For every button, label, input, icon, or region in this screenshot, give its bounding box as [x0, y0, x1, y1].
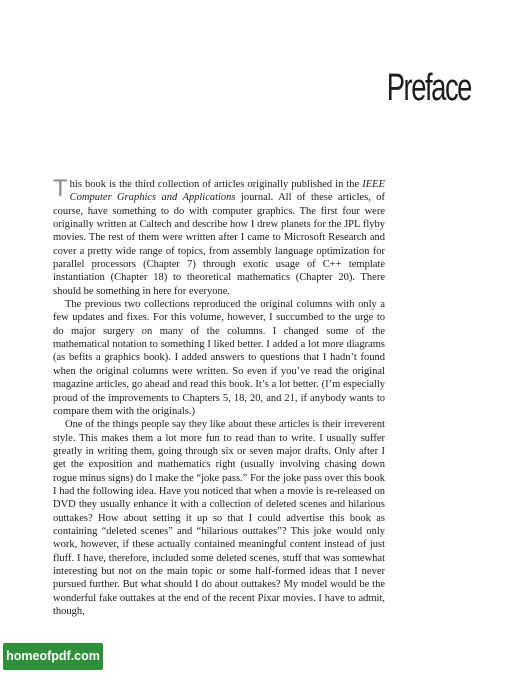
watermark-badge: homeofpdf.com	[3, 643, 103, 670]
page-title: Preface	[386, 67, 471, 109]
drop-cap: T	[53, 175, 68, 202]
paragraph-1-rest: journal. All of these articles, of course, have something to do with computer graphics. The first four were originally written at Caltech and describe how I drew planets for the JPL flyby movies. The rest of them were written after I came to Microsoft Research and cover a pretty wide range of topics, from assembly language optimization for parallel processors (Chapter 7) through exotic usage of C++ template instantiation (Chapter 18) to theoretical mathematics (Chapter 20). There should be something in here for everyone.	[53, 192, 385, 297]
body-text	[53, 175, 385, 618]
paragraph-1	[53, 175, 385, 298]
paragraph-3: One of the things people say they like about these articles is their irreverent style. This makes them a lot more fun to read than to write. I usually suffer greatly in writing them, going through six or seven major drafts. Only after I get the exposition and mathematics right (usually involving chasing down rogue minus signs) do I make the “joke pass.” For the joke pass over this book I had the following idea. Have you noticed that when a movie is re-released on DVD they usually enhance it with a collection of deleted scenes and hilarious outtakes? How about setting it up so that I could advertise this book as containing “deleted scenes” and “hilarious outtakes”? This joke would only work, however, if these actually contained meaningful content instead of just fluff. I have, therefore, included some deleted scenes, stuff that was somewhat interesting but not on the main topic or some half-formed ideas that I never pursued further. But what should I do about outtakes? My model would be the wonderful fake outtakes at the end of the recent Pixar movies. I have to admit, though,	[53, 419, 385, 617]
paragraph-2: The previous two collections reproduced the original columns with only a few updates and fixes. For this volume, however, I succumbed to the urge to do major surgery on many of the columns. I changed some of the mathematical notation to something I liked better. I added a lot more diagrams (as befits a graphics book). I added answers to questions that I hadn’t found when the original columns were written. So even if you’ve read the original magazine articles, go ahead and read this book. It’s a lot better. (I’m especially proud of the improvements to Chapters 5, 18, 20, and 21, if anybody wants to compare them with the originals.)	[53, 299, 385, 417]
journal-name: IEEE Computer Graphics and Applications	[69, 179, 385, 204]
paragraph-1-lead: his book is the third collection of articles originally published in the	[69, 179, 363, 190]
